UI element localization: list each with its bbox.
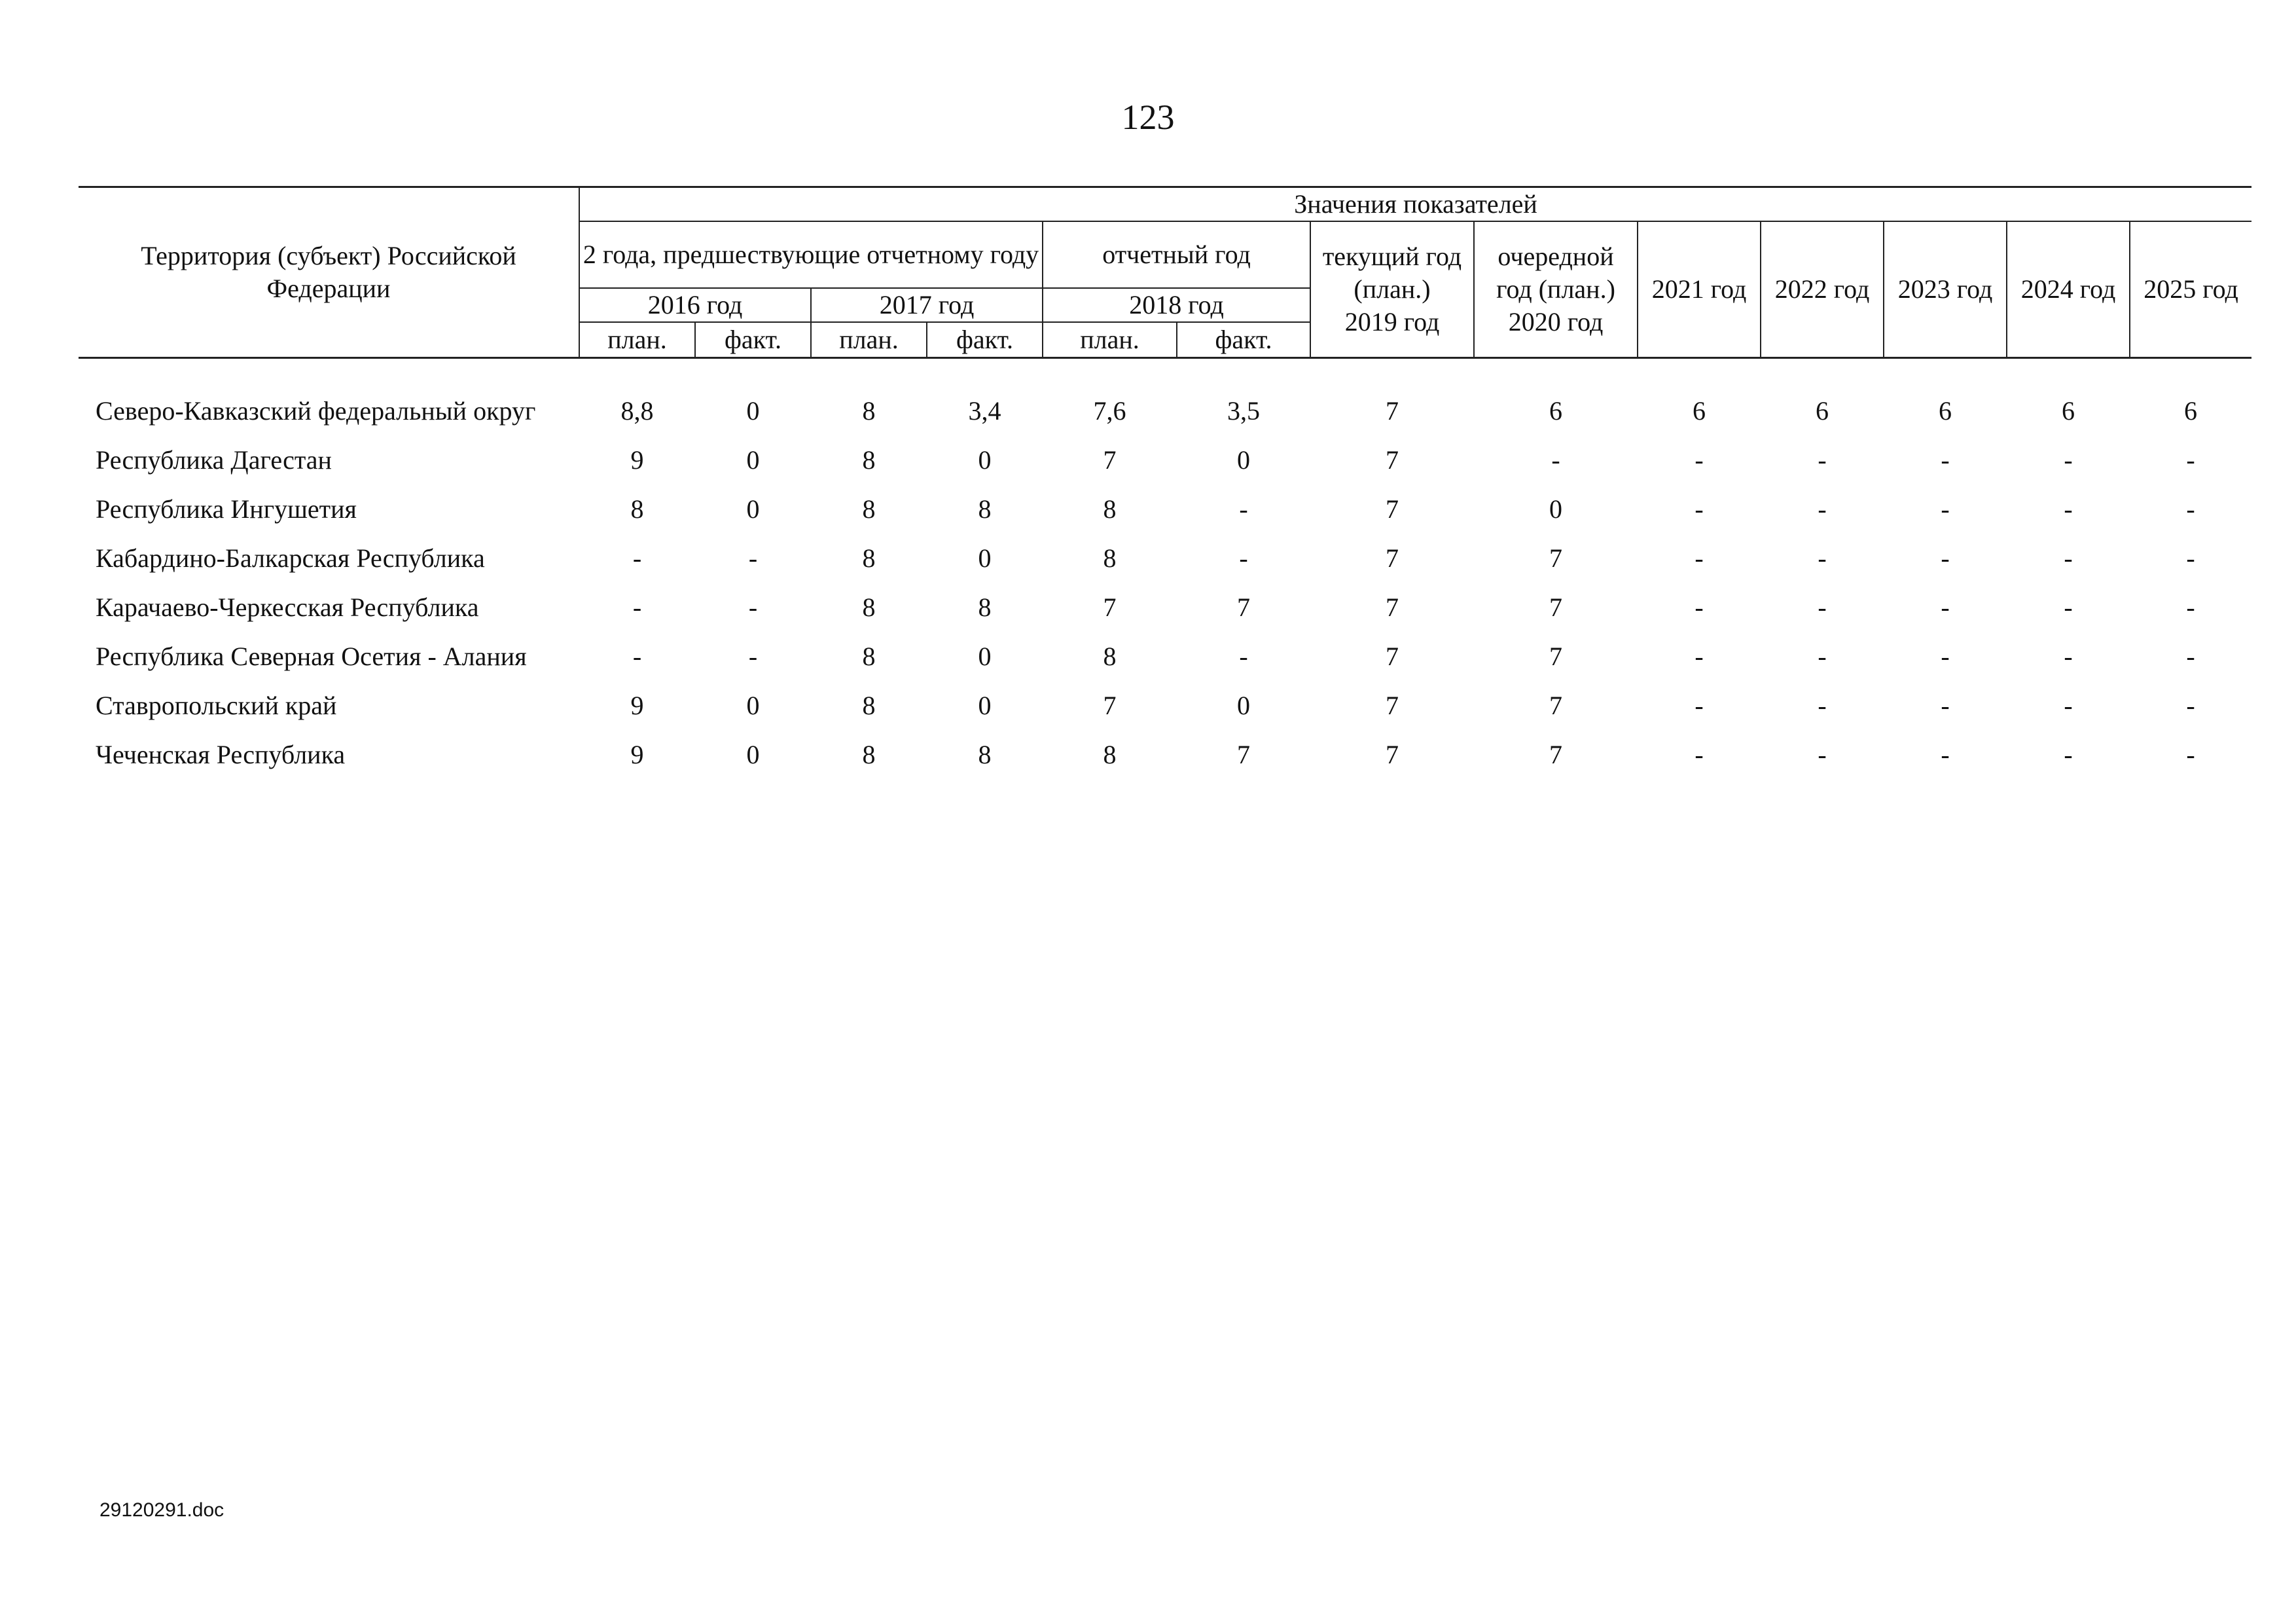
value-cell: 8 — [978, 494, 992, 524]
value-cell: - — [2064, 593, 2073, 622]
value-cell: 0 — [978, 445, 992, 475]
value-cell: - — [1818, 593, 1827, 622]
year-2023-header: 2023 год — [1884, 221, 2007, 358]
value-cell: - — [1941, 593, 1950, 622]
value-cell: - — [2064, 691, 2073, 720]
value-cell: 7 — [1103, 691, 1117, 720]
value-cell: 8 — [862, 740, 876, 769]
value-cell: 8 — [862, 691, 876, 720]
value-cell: 8 — [1103, 543, 1117, 573]
value-cell: - — [1695, 445, 1704, 475]
value-cell: 0 — [1549, 494, 1562, 524]
value-cell: 6 — [1939, 396, 1952, 426]
value-cell: 0 — [746, 494, 760, 524]
value-cell: - — [1818, 543, 1827, 573]
year-2022-header: 2022 год — [1761, 221, 1884, 358]
value-cell: - — [2064, 543, 2073, 573]
value-cell: 7 — [1386, 642, 1399, 671]
value-cell: 3,4 — [968, 396, 1001, 426]
value-cell: - — [1239, 642, 1248, 671]
value-cell: 3,5 — [1227, 396, 1260, 426]
territory-cell: Карачаево-Черкесская Республика — [96, 593, 479, 622]
value-cell: 7 — [1549, 691, 1562, 720]
value-cell: - — [2186, 691, 2195, 720]
value-cell: 7 — [1549, 593, 1562, 622]
value-cell: 6 — [1549, 396, 1562, 426]
value-cell: 7 — [1549, 543, 1562, 573]
table-body — [79, 358, 2251, 780]
value-cell: - — [2186, 593, 2195, 622]
current-year-header — [1310, 221, 1474, 358]
value-cell: - — [2186, 740, 2195, 769]
table-row — [79, 386, 2251, 435]
value-cell: 0 — [746, 740, 760, 769]
value-cell: - — [748, 593, 758, 622]
value-cell: 7,6 — [1093, 396, 1126, 426]
year-2016-header: 2016 год — [579, 288, 811, 322]
value-cell: - — [2064, 445, 2073, 475]
value-cell: 6 — [1816, 396, 1829, 426]
value-cell: - — [1695, 642, 1704, 671]
value-cell: 7 — [1386, 396, 1399, 426]
table-row — [79, 484, 2251, 534]
table-row — [79, 583, 2251, 632]
reporting-year-header: отчетный год — [1043, 221, 1310, 288]
value-cell: 7 — [1386, 740, 1399, 769]
value-cell: - — [1695, 740, 1704, 769]
value-cell: 8 — [630, 494, 644, 524]
value-cell: - — [632, 642, 642, 671]
value-cell: - — [1818, 642, 1827, 671]
next-year-value: 2020 год — [1508, 307, 1604, 337]
value-cell: - — [748, 642, 758, 671]
value-cell: 7 — [1103, 445, 1117, 475]
value-cell: 8 — [978, 593, 992, 622]
value-cell: 7 — [1103, 593, 1117, 622]
value-cell: 9 — [630, 740, 644, 769]
value-cell: - — [2064, 642, 2073, 671]
value-cell: 0 — [746, 445, 760, 475]
year-2018-header: 2018 год — [1043, 288, 1310, 322]
value-cell: - — [1941, 642, 1950, 671]
value-cell: 7 — [1386, 445, 1399, 475]
value-cell: - — [632, 593, 642, 622]
footer-filename: 29120291.doc — [99, 1499, 224, 1521]
territory-cell: Чеченская Республика — [96, 740, 346, 769]
value-cell: - — [1941, 543, 1950, 573]
page-number: 123 — [1121, 98, 1175, 137]
value-cell: 8 — [862, 396, 876, 426]
plan-2018-header: план. — [1043, 322, 1177, 358]
value-cell: - — [748, 543, 758, 573]
year-2021-header: 2021 год — [1638, 221, 1761, 358]
value-cell: - — [2186, 642, 2195, 671]
value-cell: 8 — [1103, 494, 1117, 524]
value-cell: 7 — [1386, 494, 1399, 524]
prev-two-years-header: 2 года, предшествующие отчетному году — [579, 221, 1043, 288]
value-cell: 8 — [862, 593, 876, 622]
territory-header: Территория (субъект) Российской Федерации — [79, 187, 579, 358]
value-cell: 7 — [1386, 543, 1399, 573]
value-cell: 8 — [1103, 642, 1117, 671]
value-cell: 8 — [862, 445, 876, 475]
value-cell: 8 — [978, 740, 992, 769]
year-2024-header: 2024 год — [2007, 221, 2130, 358]
value-cell: - — [1818, 691, 1827, 720]
next-year-header — [1474, 221, 1638, 358]
territory-cell: Республика Дагестан — [96, 445, 332, 475]
year-2025-header: 2025 год — [2130, 221, 2251, 358]
year-2017-header: 2017 год — [811, 288, 1043, 322]
value-cell: - — [1941, 740, 1950, 769]
value-cell: 7 — [1386, 691, 1399, 720]
table-row — [79, 730, 2251, 779]
value-cell: 7 — [1237, 740, 1250, 769]
value-cell: 9 — [630, 691, 644, 720]
value-cell: - — [2186, 494, 2195, 524]
value-cell: 8 — [862, 543, 876, 573]
value-cell: - — [1239, 543, 1248, 573]
value-cell: - — [1818, 740, 1827, 769]
territory-cell: Ставропольский край — [96, 691, 337, 720]
fact-2017-header: факт. — [927, 322, 1043, 358]
value-cell: 8 — [862, 642, 876, 671]
current-year-label: текущий год (план.) — [1322, 242, 1462, 304]
value-cell: 0 — [1237, 445, 1250, 475]
territory-cell: Кабардино-Балкарская Республика — [96, 543, 485, 573]
value-cell: - — [1695, 543, 1704, 573]
value-cell: - — [1695, 494, 1704, 524]
value-cell: 7 — [1237, 593, 1250, 622]
table-header — [79, 187, 2251, 358]
value-cell: - — [1941, 445, 1950, 475]
value-cell: - — [1941, 691, 1950, 720]
table-row — [79, 435, 2251, 484]
next-year-label: очередной год (план.) — [1496, 242, 1615, 304]
value-cell: 6 — [1693, 396, 1706, 426]
table-row — [79, 681, 2251, 730]
table-row — [79, 534, 2251, 583]
territory-cell: Республика Северная Осетия - Алания — [96, 642, 527, 671]
indicator-values-header: Значения показателей — [579, 187, 2251, 222]
indicators-table — [79, 186, 2251, 779]
value-cell: - — [2064, 494, 2073, 524]
value-cell: 0 — [746, 396, 760, 426]
current-year-value: 2019 год — [1344, 307, 1440, 337]
value-cell: - — [632, 543, 642, 573]
value-cell: - — [1818, 445, 1827, 475]
value-cell: 0 — [978, 691, 992, 720]
plan-2016-header: план. — [579, 322, 695, 358]
value-cell: - — [1695, 691, 1704, 720]
territory-cell: Северо-Кавказский федеральный округ — [96, 396, 536, 426]
fact-2016-header: факт. — [695, 322, 811, 358]
value-cell: 6 — [2062, 396, 2075, 426]
value-cell: - — [1239, 494, 1248, 524]
value-cell: 0 — [746, 691, 760, 720]
value-cell: - — [1941, 494, 1950, 524]
value-cell: 0 — [978, 543, 992, 573]
value-cell: - — [2064, 740, 2073, 769]
territory-cell: Республика Ингушетия — [96, 494, 357, 524]
table-row — [79, 632, 2251, 681]
value-cell: 7 — [1549, 740, 1562, 769]
value-cell: 8 — [1103, 740, 1117, 769]
value-cell: 0 — [978, 642, 992, 671]
plan-2017-header: план. — [811, 322, 927, 358]
value-cell: - — [1818, 494, 1827, 524]
value-cell: 6 — [2184, 396, 2198, 426]
value-cell: 7 — [1386, 593, 1399, 622]
value-cell: 0 — [1237, 691, 1250, 720]
value-cell: - — [1695, 593, 1704, 622]
value-cell: - — [2186, 445, 2195, 475]
value-cell: 7 — [1549, 642, 1562, 671]
fact-2018-header: факт. — [1177, 322, 1310, 358]
value-cell: 9 — [630, 445, 644, 475]
value-cell: 8 — [862, 494, 876, 524]
value-cell: - — [2186, 543, 2195, 573]
value-cell: - — [1551, 445, 1560, 475]
value-cell: 8,8 — [620, 396, 654, 426]
